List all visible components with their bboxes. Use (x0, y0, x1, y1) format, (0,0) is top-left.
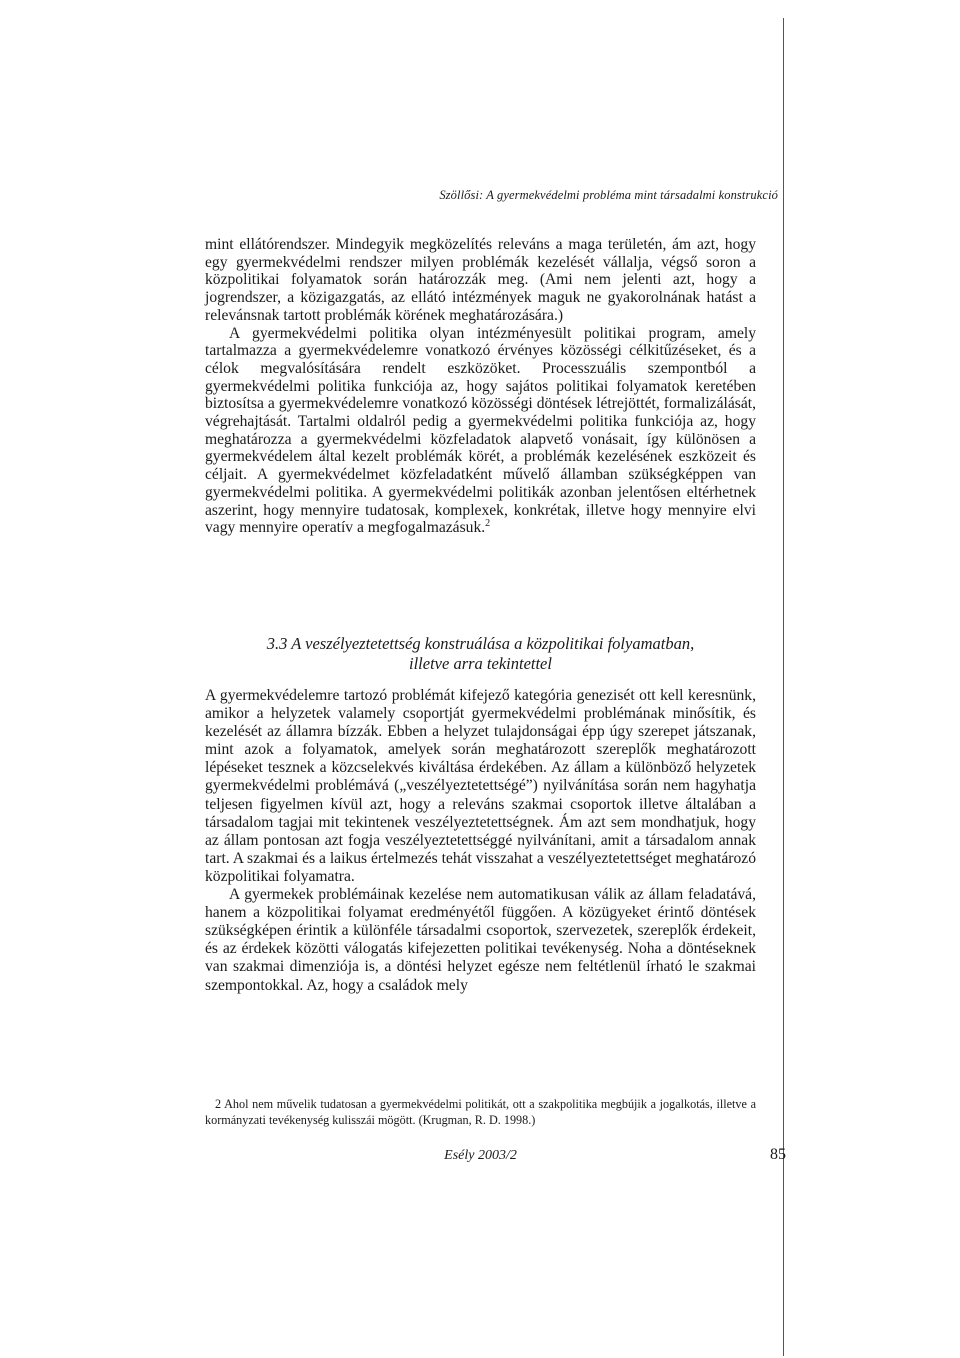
paragraph-text: A gyermekvédelmi politika olyan intézményesült politikai program, amely tartalmazza a gyermekvédelemre vonatkozó érvényes közösségi célkitűzéseket, és a célok megvalósítására rendelt eszközöket. Processzuális szempontból a gyermekvédelmi politika funkciója az, hogy sajátos politikai folyamatok keretében biztosítsa a gyermekvédelemre vonatkozó közösségi döntések létrejöttét, formalizálását, végrehajtását. Tartalmi oldalról pedig a gyermekvédelmi politika funkciója az, hogy meghatározza a gyermekvédelmi közfeladatok alapvető vonásait, így különösen a gyermekvédelem által kezelt problémák körét, a problémák kezelésének eszközeit és céljait. A gyermekvédelmet közfeladatként művelő államban szükségképpen van gyermekvédelmi politika. A gyermekvédelmi politikák azonban jelentősen eltérhetnek aszerint, hogy mennyire tudatosak, komplexek, konkrétak, illetve hogy mennyire elvi vagy mennyire operatív a megfogalmazásuk. (205, 324, 756, 537)
paragraph: A gyermekek problémáinak kezelése nem automatikusan válik az állam feladatává, hanem a közpolitikai folyamat eredményétől függően. A közügyeket érintő döntések szükségképen érintik a különféle társadalmi csoportok, szervezetek, szereplők érdekeit, és az érdekek közötti válogatás kifejezetten politikai tevékenység. Noha a döntéseknek van szakmai dimenziója is, a döntési helyzet egésze nem feltétlenül írható le szakmai szempontokkal. Az, hogy a családok mely (205, 886, 756, 994)
paragraph: A gyermekvédelemre tartozó problémát kifejező kategória genezisét ott kell keresnünk, amikor a helyzetek valamely csoportját gyermekvédelmi problémának minősítik, és kezelését az államra bízzák. Ebben a helyzet tulajdonságai épp úgy szerepet játszanak, mint azok a folyamatok, amelyek során meghatározott szereplők meghatározott lépéseket tesznek a közcselekvés kiváltása érdekében. Az állam a különböző helyzetek gyermekvédelmi problémává („veszélyeztetettségé”) nyilvánítása során nem hagyhatja teljesen figyelmen kívül azt, hogy a releváns szakmai csoportok illetve általában a társadalom tagjai mit tekintenek veszélyeztetettségnek. Ám azt sem mondhatjuk, hogy az állam pontosan azt fogja veszélyeztetettséggé nyilvánítani, amit a társadalom annak tart. A szakmai és a laikus értelmezés tehát visszahat a veszélyeztetettséget meghatározó közpolitikai folyamatra. (205, 687, 756, 885)
section-heading-line: illetve arra tekintettel (409, 654, 552, 673)
paragraph: mint ellátórendszer. Mindegyik megközelítés releváns a maga területén, ám azt, hogy egy gyermekvédelmi rendszer milyen problémák kezelését vállalja, végső soron a közpolitikai folyamatok során határozzák meg. (Ami nem jelenti azt, hogy a jogrendszer, a közigazgatás, az ellátó intézmények maguk ne gyakorolnának hatást a relevánsnak tartott problémák körének meghatározására.) (205, 236, 756, 324)
paragraph (205, 325, 756, 537)
body-text-bottom (205, 687, 756, 995)
running-head: Szöllősi: A gyermekvédelmi probléma mint társadalmi konstrukció (439, 188, 778, 202)
section-heading (205, 634, 756, 674)
footnote-text: 2 Ahol nem művelik tudatosan a gyermekvédelmi politikát, ott a szakpolitika megbújik a jogalkotás, illetve a kormányzati tevékenység kulisszái mögött. (Krugman, R. D. 1998.) (205, 1097, 756, 1127)
footnote (205, 1096, 756, 1128)
journal-footer: Esély 2003/2 (444, 1148, 517, 1163)
page-number: 85 (770, 1146, 786, 1163)
section-heading-line: 3.3 A veszélyeztetettség konstruálása a közpolitikai folyamatban, (266, 634, 695, 653)
footnote-reference[interactable]: 2 (485, 518, 491, 530)
body-text-top (205, 236, 756, 537)
